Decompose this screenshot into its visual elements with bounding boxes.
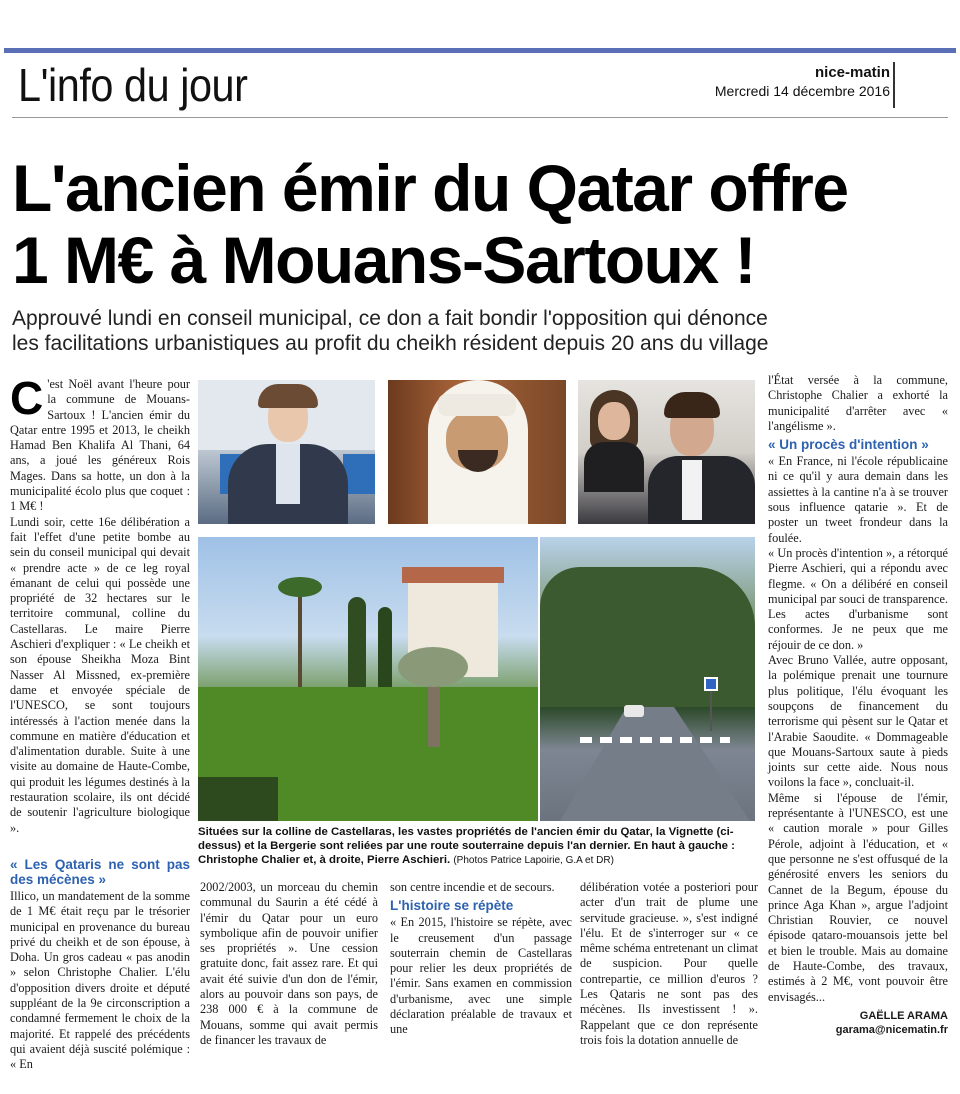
paragraph: « Un procès d'intention », a rétorqué Pierre Aschieri, qui a répondu avec flegme. « On a délibéré en conseil municipal par souci de transparence. Les actes d'urbanisme sont conformes. Je ne peux que me réjouir de ce don. » <box>768 545 948 652</box>
paragraph: « En France, ni l'école républicaine ni ce qu'il y aura demain dans les assiettes à la cantine n'a à se trouver sous influence qatarie ». Et de poster un tweet frondeur dans la foulée. <box>768 454 948 545</box>
paragraph: Lundi soir, cette 16e délibération a fait l'effet d'une petite bombe au sein du conseil municipal qui devait « prendre acte » de ce leg royal émanant de celui qui possède une propriété de 32 hectares sur le territoire communal, colline du Castellaras. Le maire Pierre Aschieri d'expliquer : « Le cheikh et son épouse Sheikha Moza Bint Nasser Al Missned, ex-première dame et envoyée spéciale de l'UNESCO, se sont toujours intéressés à l'action menée dans la commune en matière d'éducation et d'alimentation durable. Suite à une visite au domaine de Haute-Combe, qui produit les légumes destinés à la restauration scolaire, ils ont décidé de soutenir l'agriculture biologique ». <box>10 514 190 835</box>
column-1-lower <box>10 854 190 1073</box>
newspaper-brand: nice-matin <box>814 64 890 81</box>
paragraph: son centre incendie et de secours. <box>390 880 555 894</box>
deck-line-2: les facilitations urbanistiques au profit du cheikh résident depuis 20 ans du village <box>12 332 769 355</box>
paragraph: Avec Bruno Vallée, autre opposant, la polémique prenait une tournure plus politique, l'élu évoquant les soupçons de financement du terrorisme qui pèsent sur le Qatar et l'Arabie Saoudite. « Dommageable que Mouans-Sartoux saute à pieds joints sur cette aide. Nous nous voilons la face », concluait-il. <box>768 653 948 790</box>
author-name: GAËLLE ARAMA <box>859 1009 948 1022</box>
issue-date: Mercredi 14 décembre 2016 <box>714 83 890 99</box>
column-5 <box>768 373 948 1037</box>
paragraph: Même si l'épouse de l'émir, représentante à l'UNESCO, est une « caution morale » pour Gilles Pérole, adjoint à l'éducation, et « que personne ne s'est offusqué de la générosité envers les seniors du Cannet de la Begum, épouse du prince Aga Khan », argue l'adjoint Christian Rouvier, ce nouvel épisode qataro-mouansois jette bel et bien le trouble. Mais au domaine de Haute-Combe, des travaux, estimés à 2 M€, vont pouvoir être envisagés... <box>768 790 948 1004</box>
photo-pierre-aschieri <box>578 380 755 524</box>
intro-paragraph: 'est Noël avant l'heure pour la commune de Mouans-Sartoux ! L'ancien émir du Qatar entre 1995 et 2013, le cheikh Hamad Ben Khalifa Al Thani, 64 ans, a joué les généreux Rois Mages. Dans sa hotte, un don à la municipalité écolo plus que coquet : 1 M€ ! <box>10 377 190 514</box>
column-4 <box>580 880 758 1048</box>
headline-line-1: L'ancien émir du Qatar offre <box>12 151 848 225</box>
paragraph: 2002/2003, un morceau du chemin communal du Saurin a été cédé à l'émir du Qatar pour un euro symbolique afin de pouvoir unifier ses propriétés ». Une cession gratuite donc, fait assez rare. Et qui avait été suivie d'un don de l'émir, alors au pouvoir dans son pays, de 238 000 € à la commune de Mouans, somme qui avait permis de financer les travaux de <box>200 880 378 1047</box>
caption-text: Situées sur la colline de Castellaras, les vastes propriétés de l'ancien émir du Qatar, la Vignette (ci-dessus) et la Bergerie sont reliées par une route souterraine depuis l'an dernier. En haut à gauche : Christophe Chalier et, à droite, Pierre Aschieri. <box>198 826 735 866</box>
subhead-histoire: L'histoire se répète <box>390 898 514 914</box>
column-3 <box>390 880 572 1038</box>
masthead <box>715 64 890 99</box>
header-rule <box>12 117 948 118</box>
subhead-proces: « Un procès d'intention » <box>768 437 929 453</box>
photo-caption <box>198 825 758 868</box>
author-email[interactable]: garama@nicematin.fr <box>835 1023 948 1036</box>
column-2 <box>200 880 378 1048</box>
masthead-divider <box>893 62 895 108</box>
section-rubric: L'info du jour <box>18 59 248 111</box>
deck-line-1: Approuvé lundi en conseil municipal, ce don a fait bondir l'opposition qui dénonce <box>12 307 768 330</box>
dropcap: C <box>10 372 44 424</box>
paragraph: l'État versée à la commune, Christophe Chalier a exhorté la municipalité d'arrêter avec « l'angélisme ». <box>768 373 948 433</box>
photo-la-vignette <box>198 537 538 821</box>
byline <box>768 1009 948 1037</box>
deck <box>12 306 952 356</box>
headline-line-2: 1 M€ à Mouans-Sartoux ! <box>12 223 755 297</box>
paragraph: « En 2015, l'histoire se répète, avec le creusement d'un passage souterrain chemin de Castellaras pour relier les deux propriétés de l'émir. Sans examen en commission d'urbanisme, avec une simple déclaration préalable de travaux et une <box>390 915 572 1037</box>
photo-christophe-chalier <box>198 380 375 524</box>
paragraph: délibération votée a posteriori pour acter d'un trait de plume une servitude gracieuse. », s'est indigné l'élu. Et de s'interroger sur « ce même schéma entretenant un climat de suspicion. Pour quelle contrepartie, ce million d'euros ? Les Qataris ne sont pas des mécènes. Ils investissent ! ». Rappelant que ce don représente trois fois la dotation annuelle de <box>580 880 758 1047</box>
photo-emir <box>388 380 566 524</box>
top-color-rule <box>4 48 956 53</box>
photo-la-bergerie-road <box>540 537 755 821</box>
subhead-qataris: « Les Qataris ne sont pas des mécènes » <box>10 857 190 887</box>
column-1 <box>10 372 190 836</box>
headline <box>12 152 952 296</box>
photo-credit: (Photos Patrice Lapoirie, G.A et DR) <box>453 855 614 866</box>
paragraph: Illico, un mandatement de la somme de 1 M€ était reçu par le trésorier municipal en provenance du bureau privé du cheikh et de son épouse, à Doha. Un gros cadeau « pas anodin » selon Christophe Chalier. L'élu d'opposition divers droite et député suppléant de la 9e circonscription a condamné fermement le choix de la majorité. Et rappelé des précédents qui avaient déjà suscité polémique : « En <box>10 889 190 1072</box>
